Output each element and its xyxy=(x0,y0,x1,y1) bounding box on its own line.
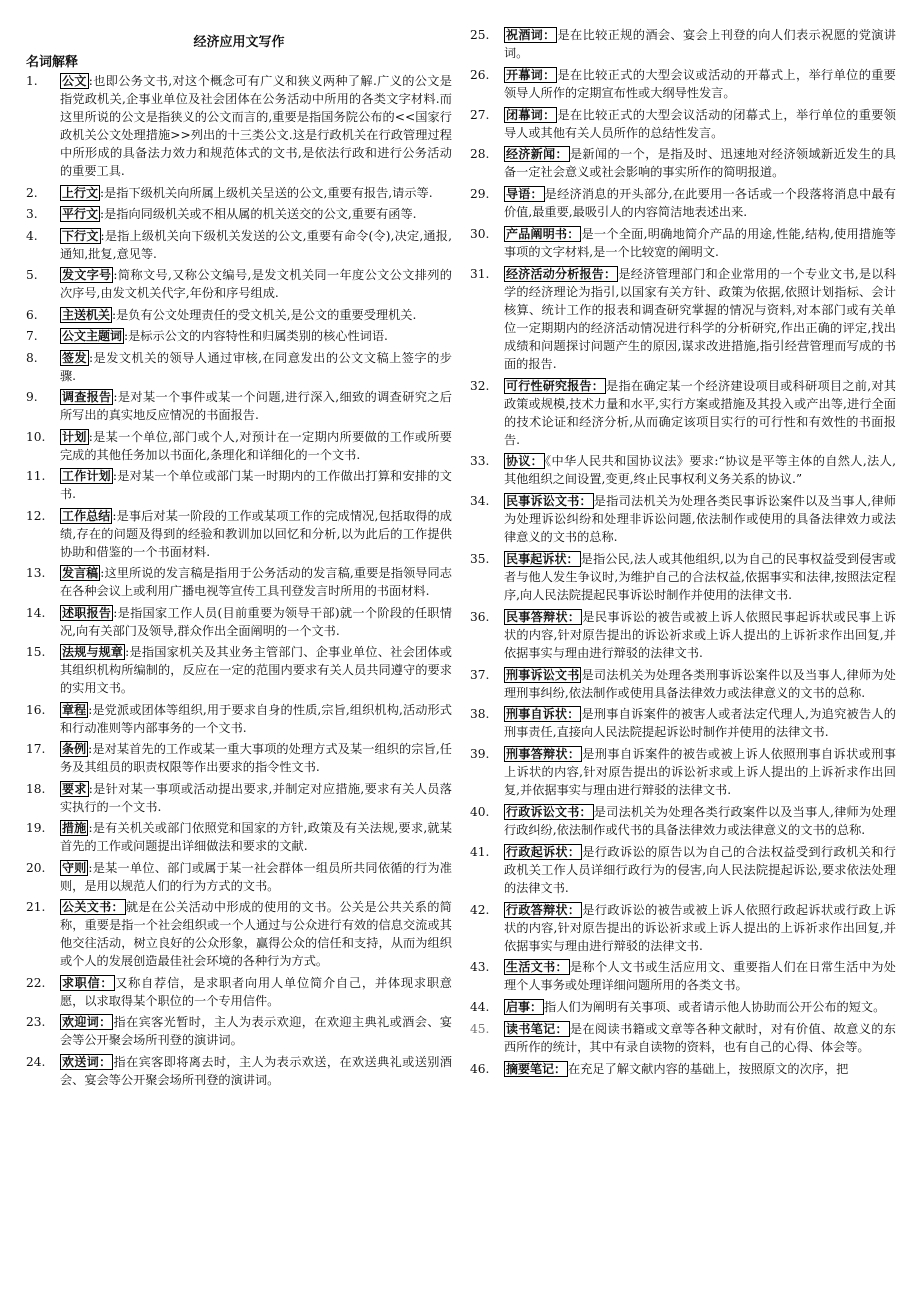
entry-definition: 是在比较正式的大型会议或活动的开幕式上，举行单位的重要领导人所作的定期宣布性或大纲导性发言。 xyxy=(504,67,896,100)
entry-number: 7. xyxy=(26,329,38,343)
definition-entry xyxy=(470,185,896,221)
definition-entry xyxy=(26,306,452,324)
definition-entry xyxy=(470,265,896,373)
entry-text xyxy=(60,349,452,385)
entry-definition: :是指下级机关向所属上级机关呈送的公文,重要有报告,请示等. xyxy=(100,185,433,200)
entry-number: 27. xyxy=(470,107,490,122)
entry-definition: 是在比较正式的大型会议活动的闭幕式上，举行单位的重要领导人或其他有关人员所作的总结性发言。 xyxy=(504,107,896,140)
entry-term: 开幕词： xyxy=(506,67,556,82)
entry-definition: 是行政诉讼的原告以为自己的合法权益受到行政机关和行政机关工作人员详细行政行为的侵害,向人民法院提起诉讼,要求依法处理的法律文书. xyxy=(504,844,896,895)
entry-number: 20. xyxy=(26,860,46,875)
definition-entry xyxy=(470,225,896,261)
entry-number: 33. xyxy=(470,454,490,469)
right-column xyxy=(470,0,896,1082)
entry-number: 32. xyxy=(470,378,490,393)
entry-term: 工作总结 xyxy=(62,508,111,523)
entry-definition: 《中华人民共和国协议法》要求:“协议是平等主体的自然人,法人,其他组织之间设置,变更,终止民事权利义务关系的协议.” xyxy=(504,454,896,487)
entry-text xyxy=(504,66,896,102)
entry-definition: :是有关机关或部门依照党和国家的方针,政策及有关法规,要求,就某首先的工作或问题提出详细做法和要求的文献. xyxy=(60,821,452,853)
entry-text xyxy=(60,974,452,1010)
entry-text xyxy=(504,106,896,142)
definition-entry xyxy=(26,205,452,223)
entry-text xyxy=(60,819,452,855)
entry-text xyxy=(60,467,452,503)
entry-number: 21. xyxy=(26,900,46,914)
definition-entry xyxy=(470,492,896,546)
definition-entry xyxy=(26,1053,452,1089)
definition-entry xyxy=(470,1020,896,1056)
definition-entry xyxy=(26,349,452,385)
definition-entry xyxy=(470,843,896,897)
entry-term: 发文字号 xyxy=(62,268,112,282)
entry-text xyxy=(504,185,896,221)
entry-text xyxy=(60,306,452,324)
entry-number: 4. xyxy=(26,228,38,243)
entry-definition: :是对某一个事件或某一个问题,进行深入,细致的调查研究之后所写出的真实地反应情况的书面报告. xyxy=(60,390,452,422)
entry-number: 26. xyxy=(470,67,490,82)
entry-definition: 指在宾客即将离去时，主人为表示欢送，在欢送典礼或送别酒会、宴会等公开聚会场所刊登的演讲词。 xyxy=(60,1054,452,1087)
definition-entry xyxy=(470,998,896,1016)
entry-term: 调查报告 xyxy=(62,390,112,404)
entry-number: 34. xyxy=(470,494,490,509)
entry-number: 5. xyxy=(26,268,38,282)
entry-number: 28. xyxy=(470,147,490,162)
section-heading: 名词解释 xyxy=(26,55,79,70)
entry-term: 民事起诉状： xyxy=(506,551,579,566)
entry-term: 平行文 xyxy=(62,207,99,221)
entry-number: 43. xyxy=(470,960,490,975)
definition-entry xyxy=(26,819,452,855)
entry-definition: :这里所说的发言稿是指用于公务活动的发言稿,重要是指领导同志在各种会议上或利用广播电视等宣传工具刊登发言时所用的书面材料. xyxy=(60,566,452,598)
entry-number: 24. xyxy=(26,1054,46,1069)
definition-entry xyxy=(470,26,896,62)
entry-text xyxy=(504,705,896,741)
entry-number: 11. xyxy=(26,469,46,483)
entry-text xyxy=(60,184,452,202)
definition-entry xyxy=(26,859,452,895)
entry-term: 措施 xyxy=(62,821,87,835)
definition-entry xyxy=(470,705,896,741)
entry-definition: 是刑事自诉案件的被害人或者法定代理人,为追究被告人的刑事责任,直接向人民法院提起诉讼时制作并使用的法律文书. xyxy=(504,707,896,740)
entry-term: 行政答辩状： xyxy=(506,902,581,917)
entry-number: 9. xyxy=(26,390,38,404)
entry-term: 可行性研究报告： xyxy=(506,378,605,393)
entry-definition: :是指国家机关及其业务主管部门、企事业单位、社会团体或其组织机构所编制的，反应在一定的范围内要求有关人员共同遵守的要求的实用文书。 xyxy=(60,645,452,695)
entry-definition: :也即公务文书,对这个概念可有广义和狭义两种了解.广义的公文是指党政机关,企事业单位及社会团体在公务活动中所用的各类文字材料.而这里所说的公文是指狭义的公文而言的,重要是指国务院公布的<<国家行政机关公文处理措施>>列出的十三类公文.这是行政机关在行政管理过程中所形成的具备法力效力和规范体式的文书,是依法行政和进行公务活动的重要工具. xyxy=(60,74,452,178)
entry-number: 25. xyxy=(470,28,490,42)
entry-text xyxy=(504,377,896,449)
entry-text xyxy=(60,227,452,263)
left-column xyxy=(26,0,452,1092)
entry-text xyxy=(504,998,896,1016)
entry-term: 欢迎词： xyxy=(62,1015,112,1029)
entry-definition: 是经济消息的开头部分,在此要用一各话或一个段落将消息中最有价值,最重要,最吸引人的内容简洁地表述出来. xyxy=(504,187,896,220)
entry-term: 发言稿 xyxy=(62,566,99,580)
entry-number: 16. xyxy=(26,702,46,717)
entry-term: 刑事自诉状： xyxy=(506,707,580,722)
entry-definition: 是称个人文书或生活应用文、重要指人们在日常生活中为处理个人事务或处理详细问题所用的各类文书。 xyxy=(504,960,896,993)
entry-number: 35. xyxy=(470,551,490,566)
entry-definition: :是针对某一事项或活动提出要求,并制定对应措施,要求有关人员落实执行的一个文书. xyxy=(60,781,452,814)
entry-definition: 是指公民,法人或其他组织,以为自己的民事权益受到侵害或者与他人发生争议时,为维护自己的合法权益,依据事实和法律,按照法定程序,向人民法院提起民事诉讼时制作并使用的法律文书. xyxy=(504,551,896,602)
entry-definition: :是指向同级机关或不相从属的机关送交的公文,重要有函等. xyxy=(100,207,417,221)
definition-entry xyxy=(470,958,896,994)
entry-term: 协议： xyxy=(506,454,544,469)
entry-text xyxy=(504,145,896,181)
entry-text xyxy=(60,327,452,345)
entry-number: 37. xyxy=(470,667,490,682)
definition-entry xyxy=(26,564,452,600)
entry-number: 17. xyxy=(26,742,46,756)
entry-term: 下行文 xyxy=(62,228,99,243)
entry-number: 42. xyxy=(470,902,490,917)
definition-entry xyxy=(470,803,896,839)
definition-entry xyxy=(26,227,452,263)
definition-entry xyxy=(470,901,896,955)
entry-number: 15. xyxy=(26,645,46,659)
entry-text xyxy=(504,1020,896,1056)
entry-text xyxy=(504,666,896,702)
entry-term: 述职报告 xyxy=(62,605,112,620)
entry-definition: 是新闻的一个，是指及时、迅速地对经济领域新近发生的具备一定社会意义或社会影响的事实所作的简明报道。 xyxy=(504,147,896,180)
entry-term: 行政诉讼文书： xyxy=(506,804,592,819)
entry-text xyxy=(504,26,896,62)
entry-number: 36. xyxy=(470,609,490,624)
definition-entry xyxy=(26,974,452,1010)
definition-entry xyxy=(470,452,896,488)
entry-definition: 是行政诉讼的被告或被上诉人依照行政起诉状或行政上诉状的内容,针对原告提出的诉讼祈求或上诉人提出的上诉祈求作出回复,并依据事实与理由进行辩驳的法律文书. xyxy=(504,902,896,953)
entry-definition: :是负有公文处理责任的受文机关,是公文的重要受理机关. xyxy=(112,307,417,322)
entry-text xyxy=(60,898,452,970)
entry-number: 45. xyxy=(470,1021,490,1036)
definition-entry xyxy=(26,643,452,697)
entry-definition: 是民事诉讼的被告或被上诉人依照民事起诉状或民事上诉状的内容,针对原告提出的诉讼祈求或上诉人提出的上诉祈求作出回复,并依据事实与理由进行辩驳的法律文书. xyxy=(504,609,896,660)
entry-term: 欢送词： xyxy=(62,1054,112,1069)
definition-entry xyxy=(470,377,896,449)
definition-entry xyxy=(26,1013,452,1049)
entry-text xyxy=(60,428,452,464)
entry-definition: :是对某首先的工作或某一重大事项的处理方式及某一组织的宗旨,任务及其组员的职责权限等作出要求的指令性文书. xyxy=(60,742,452,774)
entry-number: 30. xyxy=(470,226,490,241)
entry-term: 生活文书： xyxy=(506,960,568,975)
entry-term: 导语： xyxy=(506,187,543,202)
entry-definition: 是在阅读书籍或文章等各种文献时，对有价值、故意义的东西所作的统计，其中有录自读物的资料，也有自己的心得、体会等。 xyxy=(504,1021,896,1054)
entry-definition: 是指在确定某一个经济建设项目或科研项目之前,对其政策或规模,技术力量和水平,实行方案或措施及其投入或产出等,进行全面的技术论证和经济分析,从而确定该项目实行的可行性和有效性的书面报告. xyxy=(504,378,896,447)
entry-text xyxy=(504,452,896,488)
entry-text xyxy=(504,901,896,955)
entry-text xyxy=(60,564,452,600)
entry-definition: :是党派或团体等组织,用于要求自身的性质,宗旨,组织机构,活动形式和行动准则等内部事务的一个文书. xyxy=(60,702,452,735)
entry-text xyxy=(60,1053,452,1089)
definition-entry xyxy=(26,72,452,180)
entry-definition: :是指国家工作人员(目前重要为领导干部)就一个阶段的任职情况,向有关部门及领导,群众作出全面阐明的一个文书. xyxy=(60,605,452,638)
entry-number: 18. xyxy=(26,781,46,796)
entry-definition: 就是在公关活动中形成的使用的文书。公关是公共关系的简称，重要是指一个社会组织或一个人通过与公众进行有效的信息交流或其他交往活动，树立良好的公众形象，赢得公众的信任和支持，从而为组织或个人的发展创造最佳社会环境的各种行为方式。 xyxy=(60,900,452,968)
entry-term: 主送机关 xyxy=(62,307,111,322)
definition-entry xyxy=(26,467,452,503)
entry-text xyxy=(504,265,896,373)
definition-entry xyxy=(26,701,452,737)
entry-term: 法规与规章 xyxy=(62,645,124,659)
entry-text xyxy=(60,507,452,561)
entry-term: 工作计划 xyxy=(62,469,111,483)
entry-number: 44. xyxy=(470,1000,490,1015)
entry-number: 10. xyxy=(26,429,46,444)
definition-entry xyxy=(470,745,896,799)
entry-number: 41. xyxy=(470,844,490,859)
entry-term: 计划 xyxy=(62,429,87,444)
entry-number: 6. xyxy=(26,307,38,322)
entry-definition: :是标示公文的内容特性和归属类别的核心性词语. xyxy=(124,329,388,343)
entry-term: 行政起诉状： xyxy=(506,844,581,859)
definition-entry xyxy=(26,780,452,816)
entry-term: 民事答辩状： xyxy=(506,609,581,624)
page-title: 经济应用文写作 xyxy=(193,35,285,50)
entry-number: 40. xyxy=(470,804,490,819)
entry-definition: :是某一个单位,部门或个人,对预计在一定期内所要做的工作或所要完成的其他任务加以书面化,条理化和详细化的一个文书. xyxy=(60,429,452,462)
entry-number: 22. xyxy=(26,975,46,990)
entry-term: 刑事答辩状： xyxy=(506,747,581,762)
entry-number: 46. xyxy=(470,1061,490,1076)
entry-definition: :是某一单位、部门或属于某一社会群体一组员所共同依循的行为准则，是用以规范人们的行为方式的文书。 xyxy=(60,860,452,893)
entry-text xyxy=(504,958,896,994)
entry-term: 读书笔记： xyxy=(506,1021,568,1036)
entry-text xyxy=(60,740,452,776)
entry-definition: :是指上级机关向下级机关发送的公文,重要有命令(令),决定,通报,通知,批复,意见等. xyxy=(60,228,452,261)
entry-text xyxy=(60,1013,452,1049)
entry-text xyxy=(60,72,452,180)
entry-term: 经济活动分析报告： xyxy=(506,266,617,281)
entry-text xyxy=(60,266,452,302)
entry-number: 12. xyxy=(26,508,46,523)
entry-term: 摘要笔记： xyxy=(506,1061,567,1076)
entry-text xyxy=(60,780,452,816)
entry-number: 29. xyxy=(470,187,490,202)
entry-definition: 是一个全面,明确地简介产品的用途,性能,结构,使用措施等事项的文字材料,是一个比较宽的阐明文. xyxy=(504,226,896,259)
definition-entry xyxy=(26,604,452,640)
entry-number: 19. xyxy=(26,821,46,835)
definition-entry xyxy=(470,550,896,604)
entry-definition: :是对某一个单位或部门某一时期内的工作做出打算和安排的文书. xyxy=(60,469,452,501)
entry-term: 上行文 xyxy=(62,185,99,200)
entry-term: 启事： xyxy=(506,1000,543,1015)
entry-definition: :是事后对某一阶段的工作或某项工作的完成情况,包括取得的成绩,存在的问题及得到的经验和教训加以回忆和分析,以为此后的工作提供协助和借鉴的一个书面材料. xyxy=(60,508,452,559)
entry-text xyxy=(60,643,452,697)
entry-definition: :是发文机关的领导人通过审核,在同意发出的公文文稿上签字的步骤. xyxy=(60,350,452,383)
entry-definition: 是经济管理部门和企业常用的一个专业文书,是以科学的经济理论为指引,以国家有关方针、政策为依据,依照计划指标、会计核算、统计工作的报表和调查研究掌握的情况与资料,对本部门或有关单位一定期期内的经济活动情况进行科学的分析研究,作出正确的评定,找出成绩和问题探讨问题产生的原因,谋求改进措施,指引经营管理而写成的书面的报告. xyxy=(504,266,896,371)
entry-term: 产品阐明书： xyxy=(506,226,580,241)
entry-text xyxy=(504,608,896,662)
entry-text xyxy=(60,205,452,223)
entry-term: 公文主题词 xyxy=(62,329,123,343)
definition-entry xyxy=(26,184,452,202)
entry-term: 签发 xyxy=(62,350,87,365)
definition-entry xyxy=(26,740,452,776)
entry-number: 31. xyxy=(470,266,490,281)
entry-definition: 在充足了解文献内容的基础上，按照原文的次序，把 xyxy=(568,1061,849,1076)
entry-term: 公关文书： xyxy=(62,900,124,914)
entry-text xyxy=(504,1060,896,1078)
entry-term: 求职信： xyxy=(62,975,114,990)
entry-definition: 是指司法机关为处理各类民事诉讼案件以及当事人,律师为处理诉讼纠纷和处理非诉讼问题,依法制作或使用的具备法律效力或法律意义的文书的总称. xyxy=(504,494,896,545)
entry-number: 2. xyxy=(26,185,38,200)
entry-text xyxy=(504,803,896,839)
entry-text xyxy=(60,388,452,424)
entry-number: 8. xyxy=(26,350,38,365)
definition-entry xyxy=(26,898,452,970)
entry-number: 13. xyxy=(26,566,46,580)
entry-definition: 是司法机关为处理各类刑事诉讼案件以及当事人,律师为处理刑事纠纷,依法制作或使用具备法律效力或法律意义的文书的总称. xyxy=(504,667,896,700)
entry-text xyxy=(504,225,896,261)
entry-term: 守则 xyxy=(62,860,87,875)
right-entry-list xyxy=(470,26,896,1078)
entry-text xyxy=(504,550,896,604)
definition-entry xyxy=(26,388,452,424)
definition-entry xyxy=(470,608,896,662)
definition-entry xyxy=(26,428,452,464)
entry-number: 1. xyxy=(26,74,38,88)
definition-entry xyxy=(26,327,452,345)
entry-term: 民事诉讼文书： xyxy=(506,494,592,509)
entry-term: 经济新闻： xyxy=(506,147,568,162)
left-entry-list xyxy=(26,72,452,1089)
entry-definition: 是司法机关为处理各类行政案件以及当事人,律师为处理行政纠纷,依法制作或代书的具备法律效力或法律意义的文书的总称. xyxy=(504,804,896,837)
entry-text xyxy=(504,492,896,546)
entry-number: 39. xyxy=(470,747,490,762)
entry-definition: 又称自荐信，是求职者向用人单位简介自己，并体现求职意愿，以求取得某个职位的一个专用信件。 xyxy=(60,975,452,1008)
definition-entry xyxy=(470,106,896,142)
entry-term: 章程 xyxy=(62,702,87,717)
entry-definition: 指在宾客光暂时，主人为表示欢迎，在欢迎主典礼或酒会、宴会等公开聚会场所刊登的演讲词。 xyxy=(60,1015,452,1047)
entry-term: 刑事诉讼文书 xyxy=(506,667,580,682)
entry-number: 23. xyxy=(26,1015,46,1029)
entry-term: 公文 xyxy=(62,74,87,88)
entry-term: 祝酒词： xyxy=(506,28,556,42)
entry-definition: 指人们为阐明有关事项、或者请示他人协助而公开公布的短文。 xyxy=(544,1000,886,1015)
entry-term: 条例 xyxy=(62,742,87,756)
definition-entry xyxy=(470,145,896,181)
entry-number: 38. xyxy=(470,707,490,722)
definition-entry xyxy=(470,66,896,102)
entry-number: 14. xyxy=(26,605,46,620)
definition-entry xyxy=(26,266,452,302)
entry-number: 3. xyxy=(26,207,38,221)
entry-text xyxy=(504,745,896,799)
entry-text xyxy=(60,859,452,895)
definition-entry xyxy=(470,666,896,702)
entry-term: 要求 xyxy=(62,781,87,796)
entry-definition: :简称文号,又称公文编号,是发文机关同一年度公文公文排列的次序号,由发文机关代字,年份和序号组成. xyxy=(60,268,452,300)
entry-definition: 是在比较正规的酒会、宴会上刊登的向人们表示祝愿的党演讲词。 xyxy=(504,28,896,60)
entry-definition: 是刑事自诉案件的被告或被上诉人依照刑事自诉状或刑事上诉状的内容,针对原告提出的诉讼祈求或上诉人提出的上诉祈求作出回复,并依据事实与理由进行辩驳的法律文书. xyxy=(504,747,896,798)
entry-text xyxy=(60,604,452,640)
definition-entry xyxy=(470,1060,896,1078)
entry-text xyxy=(504,843,896,897)
entry-text xyxy=(60,701,452,737)
entry-term: 闭幕词： xyxy=(506,107,556,122)
definition-entry xyxy=(26,507,452,561)
